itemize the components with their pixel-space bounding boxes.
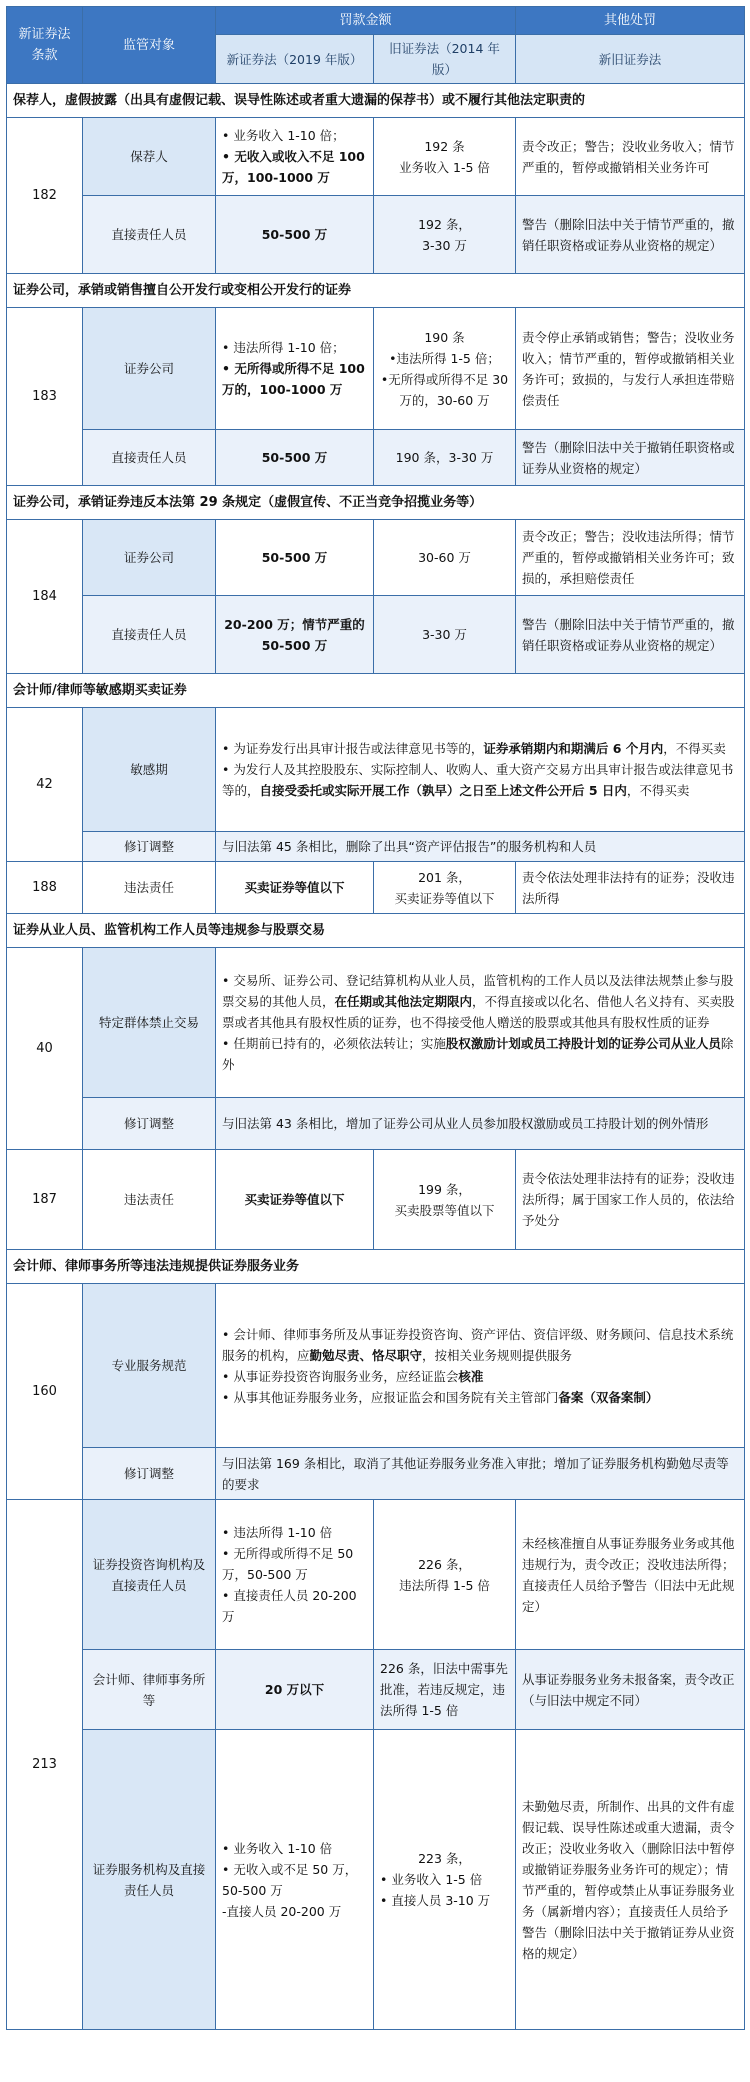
revision-text: 与旧法第 43 条相比，增加了证券公司从业人员参加股权激励或员工持股计划的例外情形 — [216, 1098, 745, 1150]
provision-text: • 会计师、律师事务所及从事证券投资咨询、资产评估、资信评级、财务顾问、信息技术系统服务的机构，应 — [222, 1326, 734, 1363]
provision-text-cell — [216, 708, 745, 832]
old-fine-cell: 199 条， 买卖股票等值以下 — [374, 1150, 516, 1250]
provision-text: • 任期前已持有的，必须依法转让；实施 — [222, 1036, 446, 1051]
revision-label: 修订调整 — [83, 1098, 216, 1150]
revision-text: 与旧法第 45 条相比，删除了出具“资产评估报告”的服务机构和人员 — [216, 832, 745, 862]
section-title: 保荐人，虚假披露（出具有虚假记载、误导性陈述或者重大遗漏的保荐书）或不履行其他法定职责的 — [7, 84, 745, 118]
old-fine-line: • 业务收入 1-5 倍 — [380, 1872, 483, 1887]
subject-cell: 会计师、律师事务所等 — [83, 1650, 216, 1730]
new-fine-cell: 买卖证券等值以下 — [216, 1150, 374, 1250]
subject-cell: 证券公司 — [83, 308, 216, 430]
new-fine-line: • 无所得或所得不足 50 万，50-500 万 — [222, 1546, 354, 1582]
header-old-law: 旧证券法（2014 年版） — [374, 35, 516, 84]
article-number: 183 — [7, 308, 83, 486]
other-penalty-cell: 责令依法处理非法持有的证券；没收违法所得；属于国家工作人员的，依法给予处分 — [516, 1150, 745, 1250]
section-title-row — [7, 274, 745, 308]
subject-cell: 证券服务机构及直接责任人员 — [83, 1730, 216, 2030]
provision-emphasis: 自接受委托或实际开展工作（孰早）之日至上述文件公开后 5 日内 — [259, 783, 627, 798]
revision-label: 修订调整 — [83, 832, 216, 862]
old-fine-cell — [374, 1730, 516, 2030]
new-fine-cell — [216, 308, 374, 430]
subject-cell: 直接责任人员 — [83, 196, 216, 274]
provision-text: ，按相关业务规则提供服务 — [422, 1347, 573, 1363]
provision-emphasis: 在任期或其他法定期限内 — [334, 994, 473, 1009]
new-fine-line: • 无收入或收入不足 100 万，100-1000 万 — [222, 149, 365, 185]
other-penalty-cell: 责令停止承销或销售；警告；没收业务收入；情节严重的，暂停或撤销相关业务许可；致损的，与发行人承担连带赔偿责任 — [516, 308, 745, 430]
new-fine-line: • 违法所得 1-10 倍 — [222, 1525, 333, 1540]
provision-text: ，不得直接或以化名、借他人名义持有、买卖股票或者其他具有股权性质的证券，也不得接受他人赠送的股票或其他具有股权性质的证券 — [222, 994, 735, 1030]
section-title: 会计师、律师事务所等违法违规提供证券服务业务 — [7, 1250, 745, 1284]
header-subject: 监管对象 — [83, 7, 216, 84]
provision-paragraph — [222, 1033, 738, 1075]
table-row — [7, 1650, 745, 1730]
new-fine-cell: 50-500 万 — [216, 196, 374, 274]
new-fine-cell: 50-500 万 — [216, 520, 374, 596]
new-fine-line: • 业务收入 1-10 倍 — [222, 1840, 333, 1856]
other-penalty-cell: 从事证券服务业务未报备案，责令改正（与旧法中规定不同） — [516, 1650, 745, 1730]
header-both-laws: 新旧证券法 — [516, 35, 745, 84]
header-article: 新证券法条款 — [7, 7, 83, 84]
subject-cell: 保荐人 — [83, 118, 216, 196]
revision-text: 与旧法第 169 条相比，取消了其他证券服务业务准入审批；增加了证券服务机构勤勉尽责等的要求 — [216, 1448, 745, 1500]
subject-cell: 直接责任人员 — [83, 430, 216, 486]
article-number: 40 — [7, 948, 83, 1150]
provision-emphasis: 股权激励计划或员工持股计划的证券公司从业人员 — [445, 1036, 721, 1051]
provision-paragraph — [222, 1387, 738, 1408]
new-fine-cell — [216, 1730, 374, 2030]
table-row — [7, 196, 745, 274]
table-row — [7, 520, 745, 596]
header-row — [7, 7, 745, 35]
section-title: 证券公司，承销证券违反本法第 29 条规定（虚假宣传、不正当竞争招揽业务等） — [7, 486, 745, 520]
article-number: 182 — [7, 118, 83, 274]
other-penalty-cell: 警告（删除旧法中关于情节严重的，撤销任职资格或证券从业资格的规定） — [516, 196, 745, 274]
penalty-comparison-table-container — [6, 6, 744, 2076]
article-number: 184 — [7, 520, 83, 674]
old-fine-cell: 190 条 •违法所得 1-5 倍； •无所得或所得不足 30 万的，30-60 万 — [374, 308, 516, 430]
provision-text: ，不得买卖 — [626, 783, 690, 798]
old-fine-cell: 192 条， 3-30 万 — [374, 196, 516, 274]
provision-text: • 为证券发行出具审计报告或法律意见书等的， — [222, 741, 484, 756]
old-fine-line: 223 条， — [418, 1851, 471, 1866]
other-penalty-cell: 警告（删除旧法中关于情节严重的，撤销任职资格或证券从业资格的规定） — [516, 596, 745, 674]
new-fine-line: -直接人员 20-200 万 — [222, 1903, 342, 1919]
section-title: 会计师/律师等敏感期买卖证券 — [7, 674, 745, 708]
old-fine-cell: 192 条 业务收入 1-5 倍 — [374, 118, 516, 196]
provision-paragraph — [222, 759, 738, 801]
table-row — [7, 1098, 745, 1150]
table-row — [7, 430, 745, 486]
other-penalty-cell: 未勤勉尽责，所制作、出具的文件有虚假记载、误导性陈述或重大遗漏，责令改正；没收业务收入（删除旧法中暂停或撤销证券服务业务许可的规定）；情节严重的，暂停或禁止从事证券服务业务（属新增内容）；直接责任人员给予警告（删除旧法中关于撤销证券从业资格的规定） — [516, 1730, 745, 2030]
new-fine-line: • 直接责任人员 20-200 万 — [222, 1588, 357, 1624]
provision-text: ，不得买卖 — [663, 741, 726, 756]
subject-cell: 违法责任 — [83, 1150, 216, 1250]
provision-emphasis: 勤勉尽责、恪尽职守 — [309, 1347, 423, 1363]
table-row — [7, 1730, 745, 2030]
provision-paragraph — [222, 738, 738, 759]
article-number: 213 — [7, 1500, 83, 2030]
subject-cell: 特定群体禁止交易 — [83, 948, 216, 1098]
old-fine-cell: 30-60 万 — [374, 520, 516, 596]
old-fine-line: • 直接人员 3-10 万 — [380, 1893, 491, 1908]
new-fine-cell: 买卖证券等值以下 — [216, 862, 374, 914]
provision-emphasis: 证券承销期内和期满后 6 个月内 — [483, 741, 664, 756]
table-row — [7, 708, 745, 832]
provision-paragraph — [222, 1324, 738, 1366]
provision-paragraph — [222, 1366, 738, 1387]
old-fine-cell: 3-30 万 — [374, 596, 516, 674]
table-row — [7, 596, 745, 674]
old-fine-cell: 190 条，3-30 万 — [374, 430, 516, 486]
provision-paragraph — [222, 970, 738, 1033]
revision-label: 修订调整 — [83, 1448, 216, 1500]
table-row — [7, 948, 745, 1098]
other-penalty-cell: 警告（删除旧法中关于撤销任职资格或证券从业资格的规定） — [516, 430, 745, 486]
section-title-row — [7, 914, 745, 948]
new-fine-line: • 无所得或所得不足 100 万的，100-1000 万 — [222, 361, 365, 397]
section-title: 证券从业人员、监管机构工作人员等违规参与股票交易 — [7, 914, 745, 948]
new-fine-cell: 20-200 万；情节严重的 50-500 万 — [216, 596, 374, 674]
provision-text: • 从事其他证券服务业务，应报证监会和国务院有关主管部门 — [222, 1389, 559, 1405]
section-title: 证券公司，承销或销售擅自公开发行或变相公开发行的证券 — [7, 274, 745, 308]
provision-emphasis: 核准 — [458, 1368, 484, 1384]
other-penalty-cell: 未经核准擅自从事证券服务业务或其他违规行为，责令改正；没收违法所得；直接责任人员给予警告（旧法中无此规定） — [516, 1500, 745, 1650]
subject-cell: 专业服务规范 — [83, 1284, 216, 1448]
provision-text: • 交易所、证券公司、登记结算机构从业人员，监管机构的工作人员以及法律法规禁止参与股票交易的其他人员， — [222, 973, 734, 1009]
header-other: 其他处罚 — [516, 7, 745, 35]
provision-text: 除外 — [222, 1036, 734, 1072]
section-title-row — [7, 674, 745, 708]
new-fine-line: • 违法所得 1-10 倍； — [222, 340, 345, 355]
provision-text-cell — [216, 948, 745, 1098]
provision-text: • 为发行人及其控股股东、实际控制人、收购人、重大资产交易方出具审计报告或法律意见书等的， — [222, 762, 734, 798]
header-fine: 罚款金额 — [216, 7, 516, 35]
section-title-row — [7, 1250, 745, 1284]
section-title-row — [7, 84, 745, 118]
table-row — [7, 308, 745, 430]
penalty-comparison-table — [6, 6, 745, 2030]
subject-cell: 违法责任 — [83, 862, 216, 914]
provision-text-cell — [216, 1284, 745, 1448]
old-fine-cell: 226 条， 违法所得 1-5 倍 — [374, 1500, 516, 1650]
section-title-row — [7, 486, 745, 520]
new-fine-cell — [216, 118, 374, 196]
table-row — [7, 1284, 745, 1448]
old-fine-cell: 226 条，旧法中需事先批准，若违反规定，违法所得 1-5 倍 — [374, 1650, 516, 1730]
other-penalty-cell: 责令改正；警告；没收违法所得；情节严重的，暂停或撤销相关业务许可；致损的，承担赔偿责任 — [516, 520, 745, 596]
table-row — [7, 832, 745, 862]
other-penalty-cell: 责令改正；警告；没收业务收入；情节严重的，暂停或撤销相关业务许可 — [516, 118, 745, 196]
provision-text: • 从事证券投资咨询服务业务，应经证监会 — [222, 1368, 459, 1384]
new-fine-cell — [216, 1500, 374, 1650]
subject-cell: 敏感期 — [83, 708, 216, 832]
subject-cell: 证券公司 — [83, 520, 216, 596]
table-row — [7, 118, 745, 196]
table-row — [7, 1150, 745, 1250]
other-penalty-cell: 责令依法处理非法持有的证券；没收违法所得 — [516, 862, 745, 914]
article-number: 42 — [7, 708, 83, 862]
table-row — [7, 862, 745, 914]
article-number: 188 — [7, 862, 83, 914]
header-new-law: 新证券法（2019 年版） — [216, 35, 374, 84]
old-fine-cell: 201 条， 买卖证券等值以下 — [374, 862, 516, 914]
subject-cell: 证券投资咨询机构及直接责任人员 — [83, 1500, 216, 1650]
new-fine-line: • 无收入或不足 50 万，50-500 万 — [222, 1861, 358, 1898]
new-fine-cell: 20 万以下 — [216, 1650, 374, 1730]
subject-cell: 直接责任人员 — [83, 596, 216, 674]
new-fine-cell: 50-500 万 — [216, 430, 374, 486]
article-number: 187 — [7, 1150, 83, 1250]
new-fine-line: • 业务收入 1-10 倍； — [222, 128, 345, 143]
table-row — [7, 1448, 745, 1500]
provision-emphasis: 备案（双备案制） — [558, 1389, 659, 1405]
table-row — [7, 1500, 745, 1650]
article-number: 160 — [7, 1284, 83, 1500]
